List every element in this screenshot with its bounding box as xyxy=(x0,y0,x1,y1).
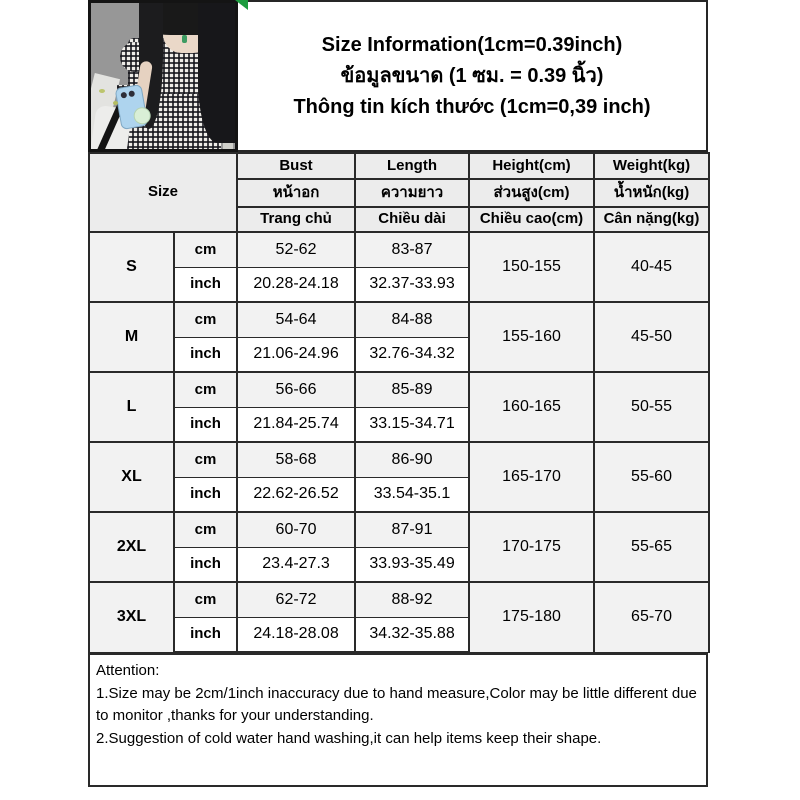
2xl-bust-cm: 60-70 xyxy=(237,512,355,547)
attention-heading: Attention: xyxy=(96,662,160,679)
size-label-2xl: 2XL xyxy=(89,512,174,582)
unit-inch: inch xyxy=(174,477,237,512)
attention-note-2: 2.Suggestion of cold water hand washing,it can help items keep their shape. xyxy=(96,729,602,747)
col-header-height-en: Height(cm) xyxy=(469,153,594,179)
model-hair-right xyxy=(198,3,238,143)
3xl-length-cm: 88-92 xyxy=(355,582,469,617)
2xl-height: 170-175 xyxy=(469,512,594,582)
2xl-weight: 55-65 xyxy=(594,512,709,582)
leaf-speck xyxy=(99,89,105,93)
3xl-length-inch: 34.32-35.88 xyxy=(355,617,469,652)
attention-note-1: 1.Size may be 2cm/1inch inaccuracy due to hand measure,Color may be little different due to monitor ,thanks for your understanding. xyxy=(96,684,697,724)
m-height: 155-160 xyxy=(469,302,594,372)
unit-inch: inch xyxy=(174,337,237,372)
size-corner-cell: Size xyxy=(89,153,237,232)
table-row xyxy=(89,372,709,407)
unit-inch: inch xyxy=(174,617,237,652)
col-header-length-en: Length xyxy=(355,153,469,179)
unit-cm: cm xyxy=(174,302,237,337)
col-header-bust-vi: Trang chủ xyxy=(237,207,355,232)
col-header-bust-en: Bust xyxy=(237,153,355,179)
size-label-3xl: 3XL xyxy=(89,582,174,652)
s-length-inch: 32.37-33.93 xyxy=(355,267,469,302)
l-length-cm: 85-89 xyxy=(355,372,469,407)
title-english: Size Information(1cm=0.39inch) xyxy=(321,33,623,56)
necklace-pendant xyxy=(182,35,187,43)
m-bust-cm: 54-64 xyxy=(237,302,355,337)
col-header-weight-en: Weight(kg) xyxy=(594,153,709,179)
leaf-speck xyxy=(113,101,118,105)
size-label-xl: XL xyxy=(89,442,174,512)
2xl-length-cm: 87-91 xyxy=(355,512,469,547)
unit-cm: cm xyxy=(174,582,237,617)
m-weight: 45-50 xyxy=(594,302,709,372)
xl-bust-inch: 22.62-26.52 xyxy=(237,477,355,512)
size-label-s: S xyxy=(89,232,174,302)
s-length-cm: 83-87 xyxy=(355,232,469,267)
xl-bust-cm: 58-68 xyxy=(237,442,355,477)
3xl-weight: 65-70 xyxy=(594,582,709,652)
l-height: 160-165 xyxy=(469,372,594,442)
unit-cm: cm xyxy=(174,232,237,267)
col-header-weight-vi: Cân nặng(kg) xyxy=(594,207,709,232)
header-block xyxy=(88,0,708,152)
s-weight: 40-45 xyxy=(594,232,709,302)
table-row xyxy=(89,302,709,337)
unit-inch: inch xyxy=(174,547,237,582)
unit-cm: cm xyxy=(174,512,237,547)
s-bust-inch: 20.28-24.18 xyxy=(237,267,355,302)
table-row xyxy=(89,442,709,477)
phone-camera-dot xyxy=(129,91,136,98)
title-thai: ข้อมูลขนาด (1 ซม. = 0.39 นิ้ว) xyxy=(340,64,604,87)
product-photo xyxy=(88,0,238,152)
col-header-bust-th: หน้าอก xyxy=(237,179,355,207)
unit-cm: cm xyxy=(174,442,237,477)
phone-camera-dot xyxy=(121,92,128,99)
l-weight: 50-55 xyxy=(594,372,709,442)
3xl-height: 175-180 xyxy=(469,582,594,652)
xl-height: 165-170 xyxy=(469,442,594,512)
attention-box xyxy=(88,653,708,787)
col-header-weight-th: น้ำหนัก(kg) xyxy=(594,179,709,207)
title-vietnamese: Thông tin kích thước (1cm=0,39 inch) xyxy=(293,95,651,118)
green-corner-marker xyxy=(235,0,248,10)
table-row xyxy=(89,232,709,267)
2xl-length-inch: 33.93-35.49 xyxy=(355,547,469,582)
unit-inch: inch xyxy=(174,267,237,302)
size-label-l: L xyxy=(89,372,174,442)
xl-length-inch: 33.54-35.1 xyxy=(355,477,469,512)
table-row xyxy=(89,582,709,617)
2xl-bust-inch: 23.4-27.3 xyxy=(237,547,355,582)
3xl-bust-cm: 62-72 xyxy=(237,582,355,617)
size-chart-table xyxy=(88,152,710,653)
size-information-title xyxy=(238,0,708,152)
m-length-inch: 32.76-34.32 xyxy=(355,337,469,372)
xl-weight: 55-60 xyxy=(594,442,709,512)
l-bust-cm: 56-66 xyxy=(237,372,355,407)
col-header-height-th: ส่วนสูง(cm) xyxy=(469,179,594,207)
unit-inch: inch xyxy=(174,407,237,442)
l-bust-inch: 21.84-25.74 xyxy=(237,407,355,442)
xl-length-cm: 86-90 xyxy=(355,442,469,477)
header-row-en xyxy=(89,153,709,179)
table-row xyxy=(89,512,709,547)
m-bust-inch: 21.06-24.96 xyxy=(237,337,355,372)
col-header-length-vi: Chiều dài xyxy=(355,207,469,232)
s-height: 150-155 xyxy=(469,232,594,302)
col-header-height-vi: Chiều cao(cm) xyxy=(469,207,594,232)
col-header-length-th: ความยาว xyxy=(355,179,469,207)
3xl-bust-inch: 24.18-28.08 xyxy=(237,617,355,652)
size-info-sheet xyxy=(88,0,708,787)
unit-cm: cm xyxy=(174,372,237,407)
s-bust-cm: 52-62 xyxy=(237,232,355,267)
l-length-inch: 33.15-34.71 xyxy=(355,407,469,442)
m-length-cm: 84-88 xyxy=(355,302,469,337)
size-label-m: M xyxy=(89,302,174,372)
